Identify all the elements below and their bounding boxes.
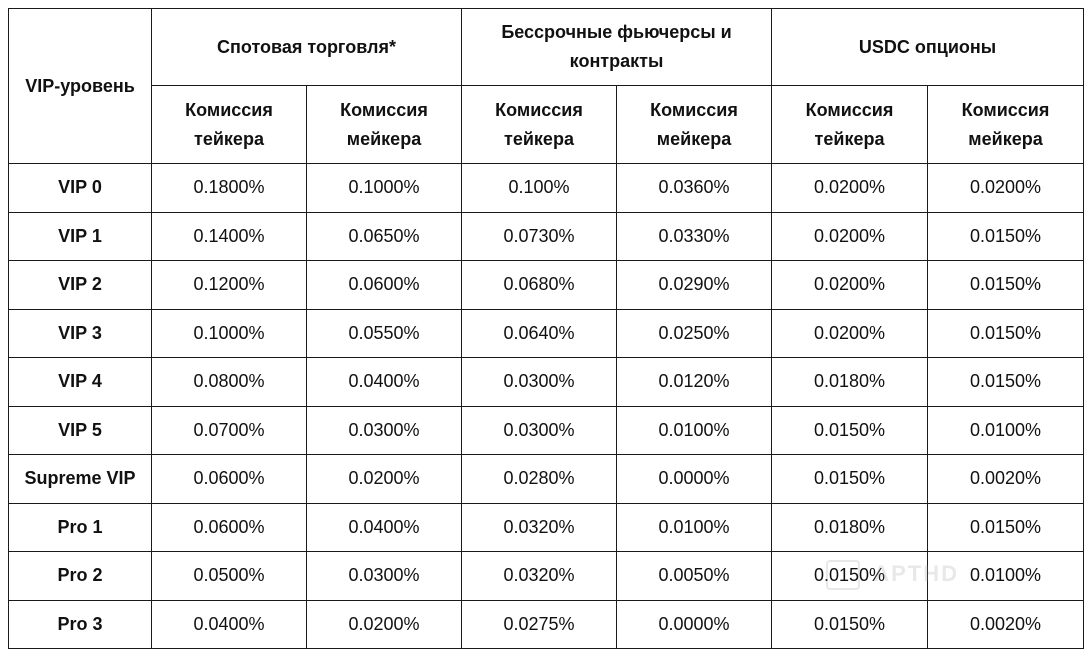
cell-perpetual-maker: 0.0050% [617,552,772,601]
cell-spot-taker: 0.0800% [152,358,307,407]
cell-usdc-taker: 0.0200% [772,309,928,358]
header-group-perpetual-line2: контракты [569,51,664,71]
cell-usdc-maker: 0.0150% [928,212,1084,261]
row-level: VIP 2 [9,261,152,310]
cell-spot-taker: 0.0600% [152,503,307,552]
cell-perpetual-taker: 0.0300% [462,358,617,407]
cell-perpetual-maker: 0.0000% [617,600,772,649]
cell-perpetual-taker: 0.0640% [462,309,617,358]
cell-perpetual-taker: 0.0320% [462,503,617,552]
header-perpetual-maker [617,86,772,164]
cell-usdc-taker: 0.0200% [772,164,928,213]
cell-perpetual-taker: 0.0300% [462,406,617,455]
cell-usdc-maker: 0.0100% [928,552,1084,601]
header-sub-line2: мейкера [656,128,732,149]
table-row [9,455,1084,504]
cell-perpetual-maker: 0.0100% [617,503,772,552]
header-sub-line1: Комиссия [961,99,1050,120]
header-group-perpetual-line1: Бессрочные фьючерсы и [501,22,732,42]
cell-spot-maker: 0.0400% [307,503,462,552]
cell-spot-taker: 0.1800% [152,164,307,213]
cell-perpetual-maker: 0.0330% [617,212,772,261]
header-sub-line1: Комиссия [185,99,273,120]
header-usdc-taker [772,86,928,164]
cell-usdc-maker: 0.0150% [928,358,1084,407]
cell-usdc-taker: 0.0200% [772,212,928,261]
header-group-usdc-options [772,9,1084,86]
cell-spot-maker: 0.0550% [307,309,462,358]
cell-spot-maker: 0.0650% [307,212,462,261]
watermark-text: APTHD [873,560,960,586]
header-sub-line2: мейкера [346,128,422,149]
header-sub-line2: тейкера [814,128,885,149]
header-row-sub [9,86,1084,164]
cell-perpetual-taker: 0.0280% [462,455,617,504]
header-row-groups [9,9,1084,86]
cell-spot-maker: 0.0600% [307,261,462,310]
cell-usdc-taker: 0.0150% [772,406,928,455]
cell-spot-taker: 0.1400% [152,212,307,261]
row-level: VIP 5 [9,406,152,455]
fee-table-container [8,8,1084,649]
cell-usdc-maker: 0.0020% [928,600,1084,649]
header-vip-level: VIP-уровень [9,9,152,164]
row-level: Supreme VIP [9,455,152,504]
table-row [9,503,1084,552]
cell-usdc-maker: 0.0200% [928,164,1084,213]
table-row [9,261,1084,310]
cell-usdc-maker: 0.0150% [928,309,1084,358]
cell-perpetual-taker: 0.0275% [462,600,617,649]
cell-usdc-taker: 0.0180% [772,358,928,407]
cell-perpetual-maker: 0.0120% [617,358,772,407]
table-row [9,164,1084,213]
cell-perpetual-taker: 0.0730% [462,212,617,261]
cell-spot-taker: 0.0600% [152,455,307,504]
cell-perpetual-taker: 0.0680% [462,261,617,310]
cell-usdc-taker: 0.0150% [772,600,928,649]
cell-usdc-taker: 0.0150% [772,552,928,601]
header-group-usdc-line1: USDC опционы [858,36,997,57]
row-level: Pro 3 [9,600,152,649]
cell-perpetual-taker: 0.100% [462,164,617,213]
cell-spot-taker: 0.0400% [152,600,307,649]
cell-perpetual-maker: 0.0100% [617,406,772,455]
cell-usdc-maker: 0.0150% [928,261,1084,310]
header-usdc-maker [928,86,1084,164]
cell-spot-maker: 0.0200% [307,455,462,504]
table-row [9,600,1084,649]
cell-spot-maker: 0.0300% [307,406,462,455]
row-level: Pro 2 [9,552,152,601]
table-row [9,552,1084,601]
table-row [9,358,1084,407]
cell-perpetual-maker: 0.0360% [617,164,772,213]
header-group-spot [152,9,462,86]
header-sub-line1: Комиссия [340,99,428,120]
header-sub-line1: Комиссия [495,99,583,120]
cell-spot-maker: 0.0200% [307,600,462,649]
header-sub-line1: Комиссия [650,99,738,120]
table-row [9,212,1084,261]
cell-usdc-taker: 0.0150% [772,455,928,504]
header-group-perpetual [462,9,772,86]
table-row [9,406,1084,455]
cell-perpetual-maker: 0.0000% [617,455,772,504]
cell-spot-maker: 0.0400% [307,358,462,407]
header-sub-line2: тейкера [194,128,264,149]
table-row [9,309,1084,358]
cell-spot-taker: 0.0700% [152,406,307,455]
cell-spot-maker: 0.0300% [307,552,462,601]
vip-fee-table [8,8,1084,649]
cell-perpetual-maker: 0.0250% [617,309,772,358]
cell-perpetual-maker: 0.0290% [617,261,772,310]
header-spot-maker [307,86,462,164]
row-level: VIP 3 [9,309,152,358]
cell-usdc-taker: 0.0200% [772,261,928,310]
cell-spot-taker: 0.1000% [152,309,307,358]
header-spot-taker [152,86,307,164]
cell-usdc-maker: 0.0100% [928,406,1084,455]
cell-usdc-maker: 0.0020% [928,455,1084,504]
header-sub-line1: Комиссия [805,99,894,120]
row-level: VIP 1 [9,212,152,261]
header-sub-line2: тейкера [504,128,574,149]
header-sub-line2: мейкера [968,128,1043,149]
header-perpetual-taker [462,86,617,164]
cell-spot-maker: 0.1000% [307,164,462,213]
cell-perpetual-taker: 0.0320% [462,552,617,601]
row-level: Pro 1 [9,503,152,552]
cell-usdc-taker: 0.0180% [772,503,928,552]
cell-spot-taker: 0.1200% [152,261,307,310]
row-level: VIP 4 [9,358,152,407]
row-level: VIP 0 [9,164,152,213]
header-group-spot-line1: Спотовая торговля* [217,36,396,57]
cell-usdc-maker: 0.0150% [928,503,1084,552]
cell-spot-taker: 0.0500% [152,552,307,601]
